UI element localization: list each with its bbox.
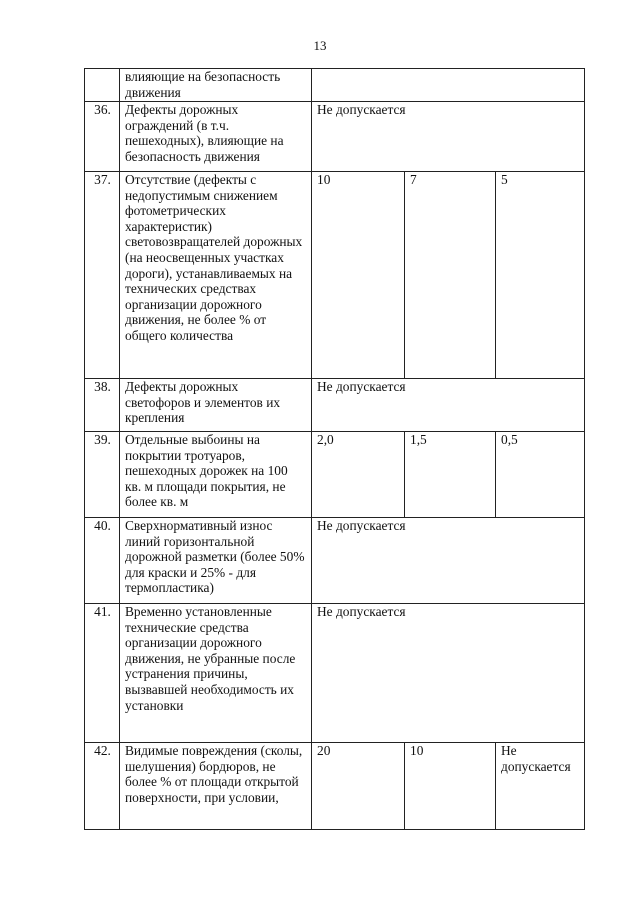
row-value-2: 7 — [405, 172, 496, 379]
row-description: Временно установленные технические средства организации дорожного движения, не убранные после устранения причины, вызвавшей необходимость их установки — [120, 604, 312, 743]
table-row — [85, 102, 585, 172]
row-description: Видимые повреждения (сколы, шелушения) бордюров, не более % от площади открытой поверхности, при условии, — [120, 743, 312, 830]
row-number: 37. — [85, 172, 120, 379]
table-row — [85, 379, 585, 432]
table-row — [85, 172, 585, 379]
table-row — [85, 432, 585, 518]
row-requirement: Не допускается — [312, 379, 585, 432]
requirements-table — [84, 68, 585, 830]
row-number: 38. — [85, 379, 120, 432]
row-value-3: 5 — [496, 172, 585, 379]
row-value-2: 10 — [405, 743, 496, 830]
row-number: 40. — [85, 518, 120, 604]
row-description: влияющие на безопасность движения — [120, 69, 312, 102]
table-row — [85, 743, 585, 830]
row-value-1: 2,0 — [312, 432, 405, 518]
row-number: 42. — [85, 743, 120, 830]
row-value-2: 1,5 — [405, 432, 496, 518]
row-requirement: Не допускается — [312, 518, 585, 604]
table-row — [85, 604, 585, 743]
row-description: Дефекты дорожных светофоров и элементов их крепления — [120, 379, 312, 432]
table-row — [85, 69, 585, 102]
row-number: 41. — [85, 604, 120, 743]
table-row — [85, 518, 585, 604]
page-number: 13 — [313, 38, 327, 53]
row-value-3: Не допускается — [496, 743, 585, 830]
row-requirement: Не допускается — [312, 604, 585, 743]
row-description: Сверхнормативный износ линий горизонтальной дорожной разметки (более 50% для краски и 25% - для термопластика) — [120, 518, 312, 604]
row-number: 36. — [85, 102, 120, 172]
row-value-1: 20 — [312, 743, 405, 830]
row-value-3: 0,5 — [496, 432, 585, 518]
row-value-1: 10 — [312, 172, 405, 379]
row-description: Отсутствие (дефекты с недопустимым снижением фотометрических характеристик) световозвращателей дорожных (на неосвещенных участках дороги), устанавливаемых на технических средствах организации дорожного движения, не более % от общего количества — [120, 172, 312, 379]
row-number: 39. — [85, 432, 120, 518]
row-requirement: Не допускается — [312, 102, 585, 172]
row-number — [85, 69, 120, 102]
row-description: Дефекты дорожных ограждений (в т.ч. пешеходных), влияющие на безопасность движения — [120, 102, 312, 172]
row-description: Отдельные выбоины на покрытии тротуаров, пешеходных дорожек на 100 кв. м площади покрытия, не более кв. м — [120, 432, 312, 518]
row-requirement — [312, 69, 585, 102]
